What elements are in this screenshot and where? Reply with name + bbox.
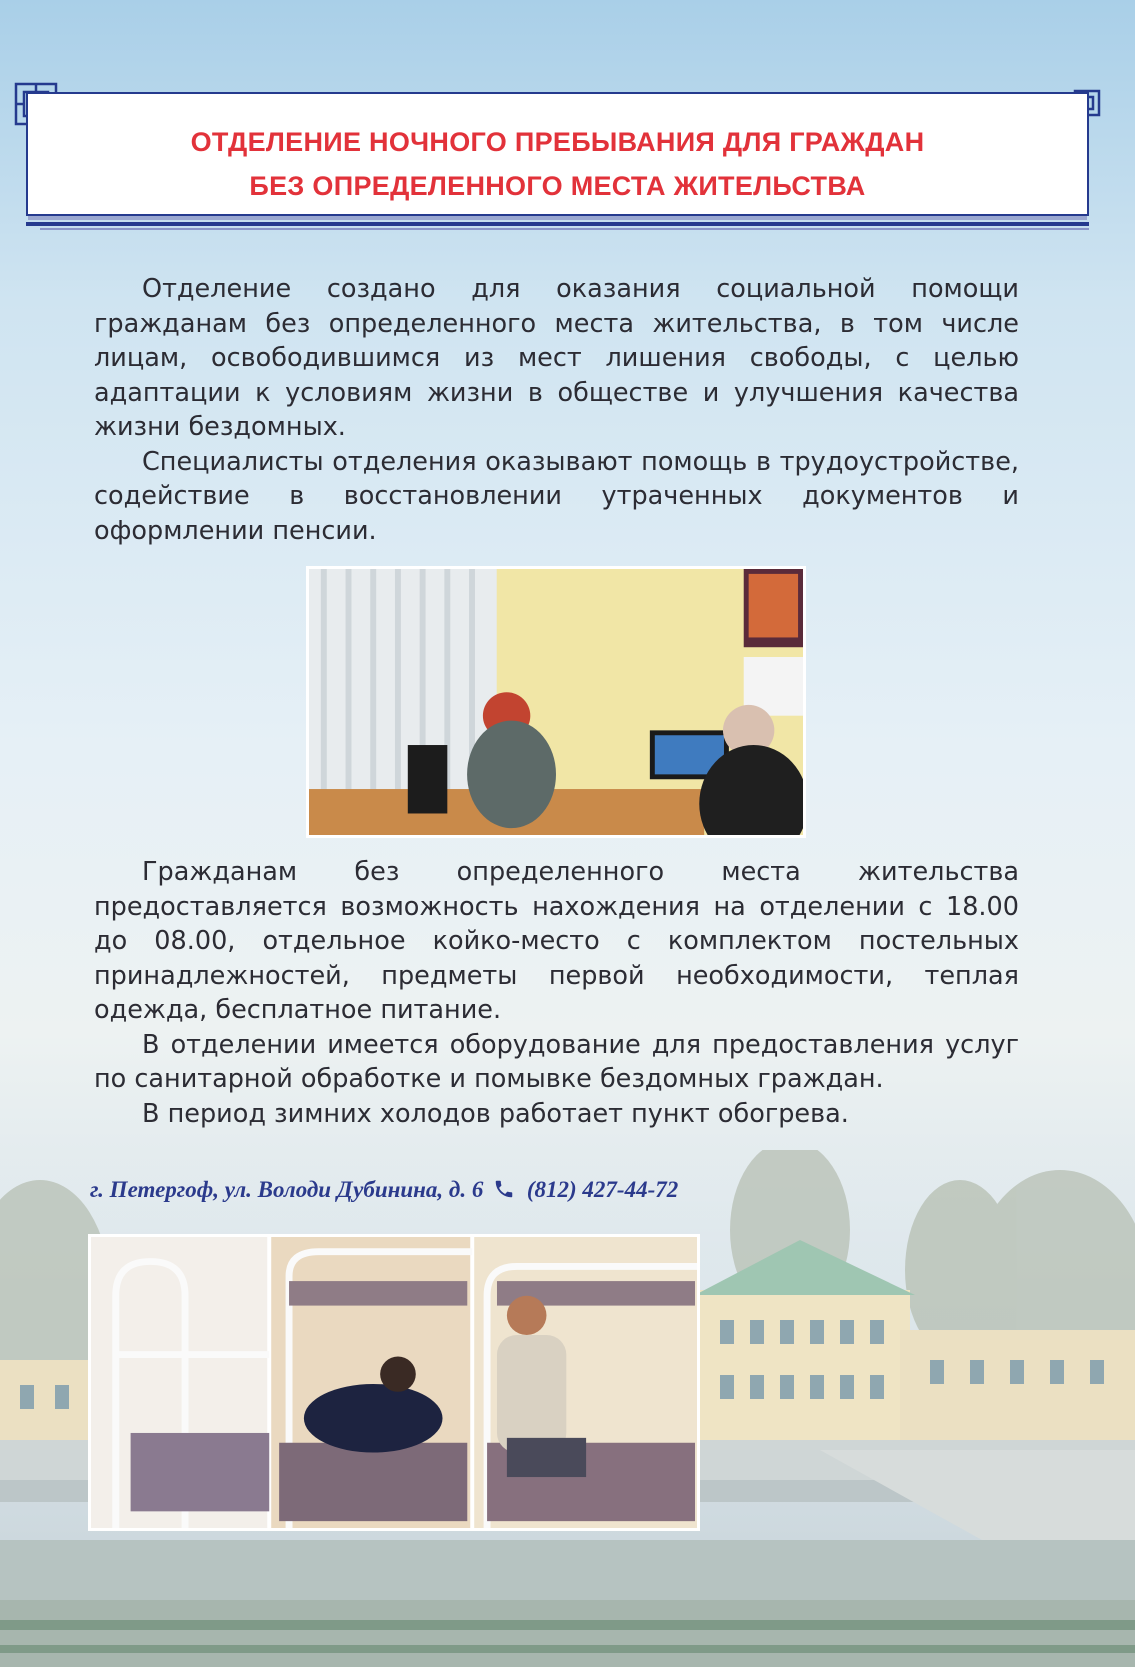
- address-text: г. Петергоф, ул. Володи Дубинина, д. 6: [90, 1177, 484, 1202]
- title-underline: [26, 222, 1089, 226]
- paragraph: Гражданам без определенного места жительства предоставляется возможность нахождения на отделении с 18.00 до 08.00, отдельное койко-место с комплектом постельных принадлежностей, предметы первой необходимости, теплая одежда, бесплатное питание.: [94, 857, 1019, 1025]
- dormitory-photo: [88, 1234, 700, 1531]
- paragraph: Специалисты отделения оказывают помощь в трудоустройстве, содействие в восстановлении утраченных документов и оформлении пенсии.: [94, 446, 1019, 546]
- phone-icon: [493, 1178, 515, 1200]
- intro-text: [94, 272, 1019, 548]
- title-underline-shadow: [40, 228, 1089, 230]
- services-text: [94, 855, 1019, 1131]
- office-photo: [306, 566, 806, 838]
- title-line-2: БЕЗ ОПРЕДЕЛЕННОГО МЕСТА ЖИТЕЛЬСТВА: [249, 171, 866, 201]
- paragraph: Отделение создано для оказания социальной помощи гражданам без определенного места жительства, в том числе лицам, освободившимся из мест лишения свободы, с целью адаптации к условиям жизни в обществе и улучшения качества жизни бездомных.: [94, 274, 1019, 442]
- phone-number: (812) 427-44-72: [526, 1177, 679, 1202]
- paragraph: В отделении имеется оборудование для предоставления услуг по санитарной обработке и помывке бездомных граждан.: [94, 1029, 1019, 1094]
- title-line-1: ОТДЕЛЕНИЕ НОЧНОГО ПРЕБЫВАНИЯ ДЛЯ ГРАЖДАН: [190, 127, 925, 157]
- paragraph: В период зимних холодов работает пункт обогрева.: [142, 1098, 849, 1129]
- contact-line: [90, 1177, 678, 1203]
- page-title: [26, 120, 1089, 208]
